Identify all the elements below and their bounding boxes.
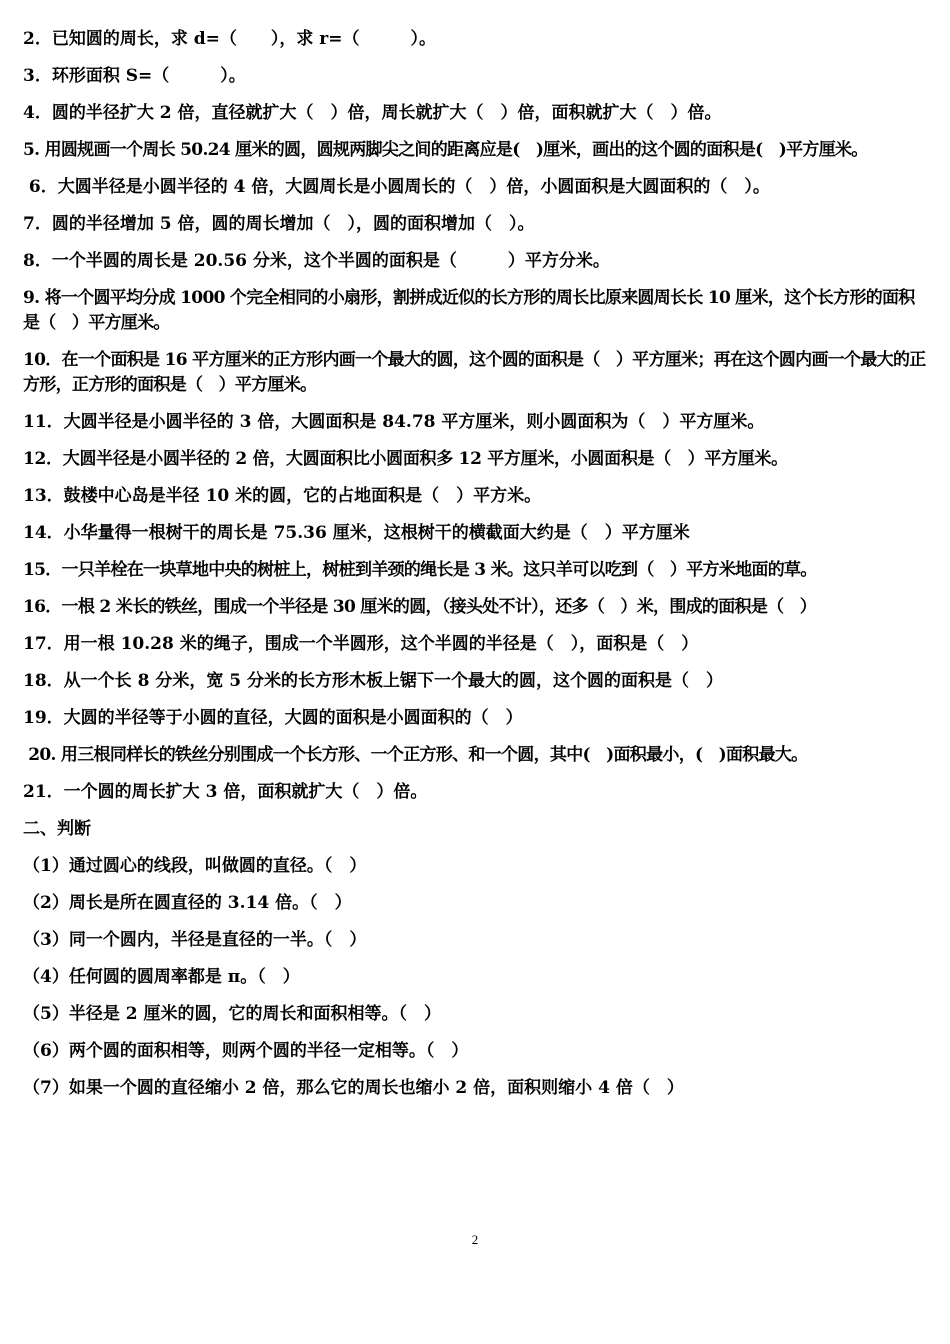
question-17: 17．用一根 10.28 米的绳子，围成一个半圆形，这个半圆的半径是（ ），面积是（ ） [23, 634, 699, 654]
question-7: 7．圆的半径增加 5 倍，圆的周长增加（ ），圆的面积增加（ ）。 [23, 214, 535, 234]
judgment-6: （6）两个圆的面积相等，则两个圆的半径一定相等。（ ） [23, 1041, 469, 1061]
judgment-3: （3）同一个圆内，半径是直径的一半。（ ） [23, 930, 367, 950]
question-18: 18．从一个长 8 分米，宽 5 分米的长方形木板上锯下一个最大的圆，这个圆的面积是（ ） [23, 671, 723, 691]
judgment-1: （1）通过圆心的线段，叫做圆的直径。（ ） [23, 856, 367, 876]
judgment-7: （7）如果一个圆的直径缩小 2 倍，那么它的周长也缩小 2 倍，面积则缩小 4 倍（ ） [23, 1078, 684, 1098]
question-11: 11．大圆半径是小圆半径的 3 倍，大圆面积是 84.78 平方厘米，则小圆面积为（ ）平方厘米。 [23, 412, 765, 432]
question-5: 5. 用圆规画一个周长 50.24 厘米的圆，圆规两脚尖之间的距离应是( )厘米，画出的这个圆的面积是( )平方厘米。 [23, 140, 868, 160]
question-16: 16．一根 2 米长的铁丝，围成一个半径是 30 厘米的圆，（接头处不计），还多（ ）米，围成的面积是（ ） [23, 597, 817, 617]
page-number: 2 [471, 1232, 479, 1247]
question-14: 14．小华量得一根树干的周长是 75.36 厘米，这根树干的横截面大约是（ ）平方厘米 [23, 523, 690, 543]
question-3: 3．环形面积 S=（ ）。 [23, 66, 246, 86]
question-8: 8．一个半圆的周长是 20.56 分米，这个半圆的面积是（ ）平方分米。 [23, 251, 610, 271]
question-13: 13．鼓楼中心岛是半径 10 米的圆，它的占地面积是（ ）平方米。 [23, 486, 542, 506]
question-19: 19．大圆的半径等于小圆的直径，大圆的面积是小圆面积的（ ） [23, 708, 523, 728]
judgment-4: （4）任何圆的圆周率都是 π。（ ） [23, 967, 300, 987]
question-20: 20. 用三根同样长的铁丝分别围成一个长方形、一个正方形、和一个圆，其中( )面积最小，( )面积最大。 [23, 745, 808, 765]
question-6: 6．大圆半径是小圆半径的 4 倍，大圆周长是小圆周长的（ ）倍，小圆面积是大圆面积的（ ）。 [23, 177, 770, 197]
question-9: 9. 将一个圆平均分成 1000 个完全相同的小扇形，割拼成近似的长方形的周长比原来圆周长长 10 厘米，这个长方形的面积是（ ）平方厘米。 [23, 288, 915, 333]
judgment-5: （5）半径是 2 厘米的圆，它的周长和面积相等。（ ） [23, 1004, 441, 1024]
question-10: 10．在一个面积是 16 平方厘米的正方形内画一个最大的圆，这个圆的面积是（ ）平方厘米；再在这个圆内画一个最大的正方形，正方形的面积是（ ）平方厘米。 [23, 350, 926, 395]
question-2: 2．已知圆的周长，求 d=（ ），求 r=（ ）。 [23, 29, 436, 49]
question-12: 12．大圆半径是小圆半径的 2 倍，大圆面积比小圆面积多 12 平方厘米，小圆面积是（ ）平方厘米。 [23, 449, 788, 469]
question-15: 15．一只羊栓在一块草地中央的树桩上，树桩到羊颈的绳长是 3 米。这只羊可以吃到（ ）平方米地面的草。 [23, 560, 817, 580]
section-title-judgment: 二、判断 [23, 819, 91, 839]
question-21: 21．一个圆的周长扩大 3 倍，面积就扩大（ ）倍。 [23, 782, 428, 802]
judgment-2: （2）周长是所在圆直径的 3.14 倍。（ ） [23, 893, 352, 913]
worksheet-content [23, 27, 929, 1113]
question-4: 4．圆的半径扩大 2 倍，直径就扩大（ ）倍，周长就扩大（ ）倍，面积就扩大（ ）倍。 [23, 103, 722, 123]
